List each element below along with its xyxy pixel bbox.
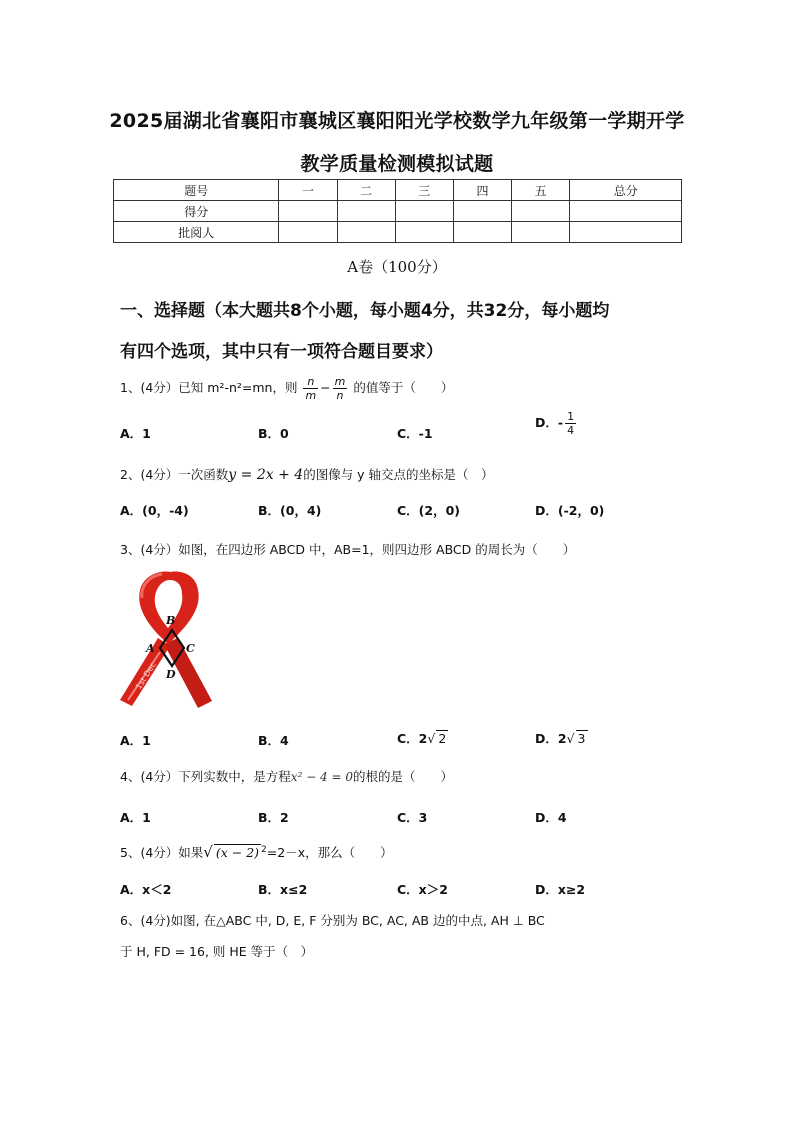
grader-cell (512, 222, 570, 243)
q1-option-b: B．0 (258, 426, 289, 441)
q5-option-c: C．x＞2 (397, 882, 448, 897)
grader-cell (337, 222, 395, 243)
q2-option-b: B．(0，4) (258, 503, 322, 518)
grader-cell (453, 222, 511, 243)
q5-option-b: B．x≤2 (258, 882, 308, 897)
score-cell (512, 201, 570, 222)
grader-cell (279, 222, 337, 243)
score-table-header-row (114, 180, 682, 201)
question-6-line1: 6、(4分)如图, 在△ABC 中, D, E, F 分别为 BC, AC, AB 边的中点, AH ⊥ BC (120, 913, 545, 928)
ribbon-watermark-text: 1st Dec (134, 660, 158, 692)
score-cell (570, 201, 682, 222)
section-a-title: A卷（100分） (347, 258, 447, 276)
q3-option-c: C．2√ 2 (397, 731, 447, 746)
score-cell (453, 201, 511, 222)
q4-option-a: A．1 (120, 810, 151, 825)
question-4 (120, 767, 453, 785)
header-cell: 总分 (570, 180, 682, 201)
q3-option-d-prefix: D．2 (535, 731, 567, 746)
q1-prefix: 1、(4分）已知 m²-n²=mn，则 (120, 380, 298, 395)
q3-option-b: B．4 (258, 733, 289, 748)
q4-prefix: 4、(4分）下列实数中，是方程 (120, 769, 291, 784)
q2-option-c: C．(2，0) (397, 503, 460, 518)
q2-option-a: A．(0，-4) (120, 503, 189, 518)
q1-frac2-num: m (334, 375, 346, 388)
q3-option-a: A．1 (120, 733, 151, 748)
header-cell: 四 (453, 180, 511, 201)
grader-row (114, 222, 682, 243)
question-1 (120, 375, 453, 402)
q1-suffix: 的值等于（ ） (353, 380, 454, 395)
row-label: 批阅人 (114, 222, 279, 243)
q5-prefix: 5、(4分）如果 (120, 845, 204, 860)
score-cell (395, 201, 453, 222)
q5-option-d: D．x≥2 (535, 882, 586, 897)
vertex-label-d: D (166, 668, 176, 681)
q2-expression: y = 2x + 4 (228, 467, 304, 483)
row-label: 得分 (114, 201, 279, 222)
q1-option-d (535, 410, 578, 437)
vertex-label-a: A (146, 642, 155, 655)
grader-cell (395, 222, 453, 243)
score-cell (279, 201, 337, 222)
part1-heading-line1: 一、选择题（本大题共8个小题，每小题4分，共32分，每小题均 (120, 301, 610, 321)
vertex-label-b: B (166, 614, 176, 627)
q1-frac1-num: n (303, 375, 318, 389)
q3-option-d: D．2√ 3 (535, 731, 586, 746)
header-cell: 五 (512, 180, 570, 201)
score-cell (337, 201, 395, 222)
header-cell: 二 (337, 180, 395, 201)
q3-option-d-radicand: 3 (577, 731, 586, 746)
header-cell: 一 (279, 180, 337, 201)
question-6-line2: 于 H, FD = 16, 则 HE 等于（ ） (120, 944, 314, 959)
q3-option-c-radicand: 2 (438, 731, 447, 746)
q4-option-c: C．3 (397, 810, 428, 825)
q2-prefix: 2、(4分）一次函数 (120, 467, 229, 482)
q4-option-b: B．2 (258, 810, 289, 825)
q1-fraction-1 (303, 375, 318, 402)
q5-suffix: =2－x，那么（ ） (266, 845, 393, 860)
q1-option-d-prefix: D．- (535, 415, 564, 430)
q5-radicand: (x − 2) (215, 845, 260, 860)
q1-frac1-den: m (305, 389, 317, 402)
exam-title-line1: 2025届湖北省襄阳市襄城区襄阳阳光学校数学九年级第一学期开学 (109, 110, 685, 132)
exam-title-line2: 教学质量检测模拟试题 (300, 153, 494, 175)
q1-minus: − (320, 380, 331, 395)
q4-expression: x² − 4 = 0 (290, 770, 354, 784)
header-cell: 题号 (114, 180, 279, 201)
q1-option-a: A．1 (120, 426, 151, 441)
q1-option-d-fraction (565, 410, 576, 437)
question-2 (120, 465, 494, 483)
q1-option-d-den: 4 (567, 424, 575, 437)
q1-fraction-2 (333, 375, 348, 402)
q4-suffix: 的根的是（ ） (353, 769, 454, 784)
score-row (114, 201, 682, 222)
q2-suffix: 的图像与 y 轴交点的坐标是（ ） (303, 467, 494, 482)
q2-option-d: D．(-2，0) (535, 503, 605, 518)
q5-option-a: A．x＜2 (120, 882, 172, 897)
q3-ribbon-figure (118, 568, 218, 716)
question-3: 3、(4分）如图，在四边形 ABCD 中，AB=1，则四边形 ABCD 的周长为（ ） (120, 542, 576, 557)
q3-option-c-prefix: C．2 (397, 731, 428, 746)
q1-option-c: C．-1 (397, 426, 433, 441)
header-cell: 三 (395, 180, 453, 201)
vertex-label-c: C (186, 642, 195, 655)
q4-option-d: D．4 (535, 810, 567, 825)
q1-frac2-den: n (336, 389, 344, 402)
part1-heading-line2: 有四个选项，其中只有一项符合题目要求） (120, 342, 443, 362)
grader-cell (570, 222, 682, 243)
score-table (113, 179, 682, 243)
q1-option-d-num: 1 (567, 410, 575, 423)
question-5: 5、(4分）如果√ (x − 2) $^2$=2－x，那么（ ） (120, 843, 393, 861)
q5-exponent: 2 (261, 844, 267, 855)
